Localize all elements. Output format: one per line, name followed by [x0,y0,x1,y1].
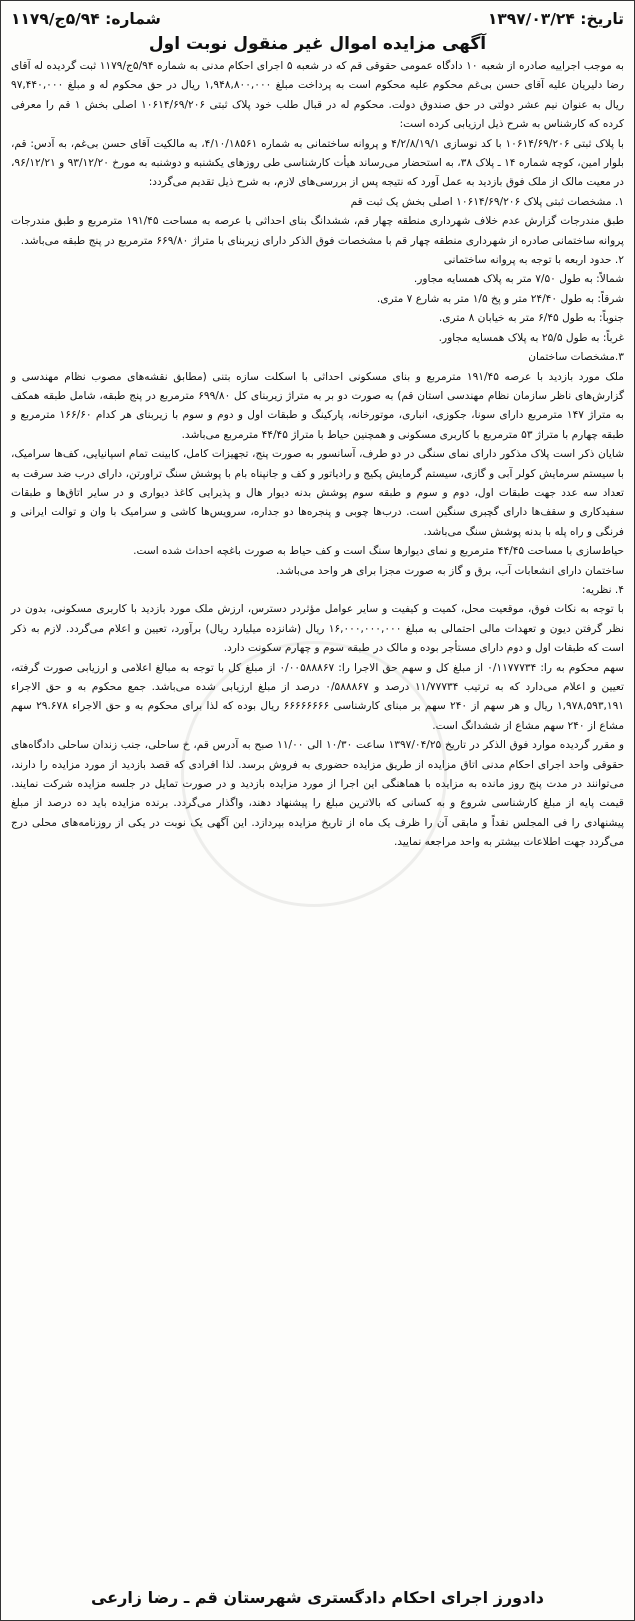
notice-paragraph: حیاط‌سازی با مساحت ۴۴/۴۵ مترمربع و نمای دیوارها سنگ است و کف حیاط به صورت باغچه احداث شده است. [133,545,624,558]
section-heading-building: ۳.مشخصات ساختمان [528,351,624,364]
boundary-west: غرباً: به طول ۲۵/۵ به پلاک همسایه مجاور. [438,331,624,344]
notice-paragraph: سهم محکوم به را: ۰/۱۱۷۷۷۳۴ از مبلغ کل و سهم حق الاجرا را: ۰/۰۰۵۸۸۸۶۷ از مبلغ کل با توجه به مبالغ اعلامی و ارزیابی صورت گرفته، تعیین و اعلام می‌دارد که به ترتیب ۱۱/۷۷۷۳۴ درصد و ۰/۵۸۸۸۶۷ درصد از مبلغ ارزیابی شده می‌باشد. جمع محکوم به و حق الاجراء ۱,۹۷۸,۵۹۳,۱۹۱ ریال و هر سهم از ۲۴۰ سهم بر مبنای کارشناسی ۶۶۶۶۶۶۶۶ ریال بوده که لذا برای محکوم به و حق الاجراء ۲۹.۶۷۸ سهم مشاع از ۲۴۰ سهم مشاع از ششدانگ است. [11,661,624,732]
section-heading-registration: ۱. مشخصات ثبتی پلاک ۱۰۶۱۴/۶۹/۲۰۶ اصلی بخش یک ثبت قم [350,195,624,208]
notice-paragraph: به موجب اجراییه صادره از شعبه ۱۰ دادگاه عمومی حقوقی قم که در شعبه ۵ اجرای احکام مدنی به شماره ۵/۹۴ج/۱۱۷۹ ثبت گردیده له آقای رضا دلیریان علیه آقای حسن بی‌غم محکوم علیه محکوم است به پرداخت مبلغ ۱,۹۴۸,۸۰۰,۰۰۰ ریال در حق محکوم له و مبلغ ۹۷,۴۴۰,۰۰۰ ریال به عنوان نیم عشر دولتی در حق صندوق دولت. محکوم له در قبال طلب خود پلاک ثبتی ۱۰۶۱۴/۶۹/۲۰۶ اصلی بخش ۱ قم را معرفی کرده که کارشناس به شرح ذیل ارزیابی کرده است: [11,60,624,131]
notice-paragraph: ساختمان دارای انشعابات آب، برق و گاز به صورت مجزا برای هر واحد می‌باشد. [275,564,624,577]
boundary-south: جنوباً: به طول ۶/۴۵ متر به خیابان ۸ متری. [438,312,624,325]
notice-paragraph: طبق مندرجات گزارش عدم خلاف شهرداری منطقه چهار قم، ششدانگ بنای احداثی با عرصه به مساحت ۱۹۱/۴۵ مترمربع و طبق مندرجات پروانه ساختمانی صادره از شهرداری منطقه چهار قم با مشخصات فوق الذکر دارای زیربنای با متراژ ۶۶۹/۸۰ مترمربع در پنج طبقه می‌باشد. [11,215,625,247]
notice-number: شماره: ۵/۹۴ج/۱۱۷۹ [11,10,161,28]
notice-date: تاریخ: ۱۳۹۷/۰۳/۲۴ [487,10,624,28]
notice-paragraph: و مقرر گردیده موارد فوق الذکر در تاریخ ۱۳۹۷/۰۴/۲۵ ساعت ۱۰/۳۰ الی ۱۱/۰۰ صبح به آدرس قم، خ ساحلی، جنب زندان ساحلی دادگاه‌های حقوقی واحد اجرای احکام مدنی اتاق مزایده از طریق مزایده حضوری به فروش برسد. لذا افرادی که قصد بازدید از مورد مزایده را دارند، می‌توانند در مدت پنج روز مانده به مزایده با هماهنگی این اجرا از مورد مزایده بازدید و در صورت تمایل در جلسه مزایده شرکت نمایند. قیمت پایه از مبلغ کارشناسی شروع و به کسانی که بالاترین مبلغ را پیشنهاد دهند، واگذار می‌گردد. برنده مزایده باید ده درصد از مبلغ پیشنهادی را فی المجلس نقداً و مابقی آن را ظرف یک ماه از تاریخ مزایده بپردازد. این آگهی یک نوبت در یکی از روزنامه‌های محلی درج می‌گردد جهت اطلاعات بیشتر به واحد مراجعه نمایید. [11,739,624,849]
boundary-east: شرقاً: به طول ۲۴/۴۰ متر و پخ ۱/۵ متر به شارع ۷ متری. [376,292,624,305]
notice-paragraph: ملک مورد بازدید با عرصه ۱۹۱/۴۵ مترمربع و بنای مسکونی احداثی با اسکلت سازه بتنی (مطابق نقشه‌های مصوب نظام مهندسی و گزارش‌های ناظر سازمان نظام مهندسی استان قم) به صورت دو بر به متراژ زیربنای کل ۶۹۹/۸۰ مترمربع در پنج طبقه، شامل طبقه همکف به متراژ ۱۴۷ مترمربع دارای سونا، جکوزی، انباری، موتورخانه، پارکینگ و طبقات اول و دوم و سوم با زیربنای هر کدام ۱۶۶/۶۰ مترمربع و طبقه چهارم با متراژ ۵۳ مترمربع با کاربری مسکونی و همچنین حیاط با متراژ ۴۴/۴۵ مترمربع می‌باشد. [11,370,624,441]
boundary-north: شمالاً: به طول ۷/۵۰ متر به پلاک همسایه مجاور. [413,273,624,286]
notice-header [11,7,624,31]
notice-paragraph: با توجه به نکات فوق، موقعیت محل، کمیت و کیفیت و سایر عوامل مؤثردر دسترس، ارزش ملک مورد بازدید با کاربری مسکونی، بدون در نظر گرفتن دیون و تعهدات مالی احتمالی به مبلغ ۱۶,۰۰۰,۰۰۰,۰۰۰ ریال (شانزده میلیارد ریال) برآورد، تعیین و اعلام می‌گردد. لازم به ذکر است که طبقات اول و دوم دارای مستأجر بوده و مالک در طبقه سوم و چهارم سکونت دارد. [11,603,625,655]
notice-paragraph: شایان ذکر است پلاک مذکور دارای نمای سنگی در دو طرف، آسانسور به صورت پنج، تجهیزات کامل، کابینت تمام اسپانیایی، کف‌ها سرامیک، با سیستم سرمایش کولر آبی و گازی، سیستم گرمایش پکیج و رادیاتور و کف و جانپناه بام با پوشش سنگ تراورتن، دارای درب ضد سرقت به تعداد سه عدد جهت طبقات اول، دوم و سوم و طبقه سوم پوشش بدنه دیوار هال و پذیرایی کاغذ دیواری و در سایر اتاق‌ها و طبقات سفیدکاری و سقف‌ها دارای گچبری سنگین است. درب‌ها چوبی و پنجره‌ها دو جداره، سرویس‌ها کاشی و سرامیک با وان و توالت ایرانی و فرنگی و راه پله با بدنه پوشش سنگ می‌باشد. [11,448,624,538]
notice-body [11,57,624,853]
notice-paragraph: با پلاک ثبتی ۱۰۶۱۴/۶۹/۲۰۶ با کد نوسازی ۴/۲/۸/۱۹/۱ و پروانه ساختمانی به شماره ۴/۱۰/۱۸۵۶۱، به مالکیت آقای حسن بی‌غم، به آدس: قم، بلوار امین، کوچه شماره ۱۴ ـ پلاک ۳۸، به استحضار می‌رساند هیأت کارشناسی طی روزهای یکشنبه و دوشنبه به مورخ ۹۳/۱۲/۲۰ و ۹۶/۱۲/۲۱، در معیت مالک از ملک فوق بازدید به عمل آورد که نتیجه پس از بررسی‌های لازم، به شرح ذیل تقدیم می‌گردد: [11,137,624,189]
notice-signature: دادورز اجرای احکام دادگستری شهرستان قم ـ رضا زارعی [90,1588,545,1607]
section-heading-boundaries: ۲. حدود اربعه با توجه به پروانه ساختمانی [443,254,624,267]
notice-title: آگهی مزایده اموال غیر منقول نوبت اول [148,34,487,54]
section-heading-opinion: ۴. نظریه: [581,583,624,596]
